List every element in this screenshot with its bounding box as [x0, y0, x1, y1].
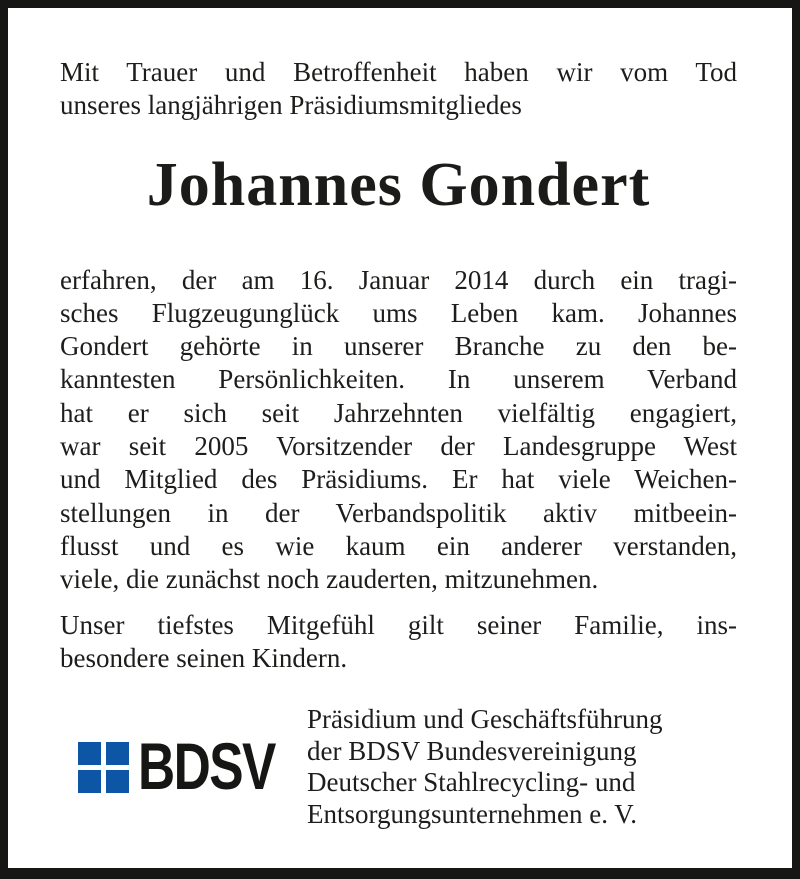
signature-line: der BDSV Bundesvereinigung: [307, 735, 637, 766]
intro-text: [60, 56, 737, 123]
body-line: sches Flugzeugunglück ums Leben kam. Johannes: [60, 297, 737, 328]
intro-line: unseres langjährigen Präsidiumsmitgliedes: [60, 90, 522, 121]
intro-line: Mit Trauer und Betroffenheit haben wir vom Tod: [60, 57, 737, 87]
bdsv-logo: [78, 729, 278, 804]
deceased-name: Johannes Gondert: [146, 150, 651, 219]
signature-text: [307, 704, 662, 830]
body-line: hat er sich seit Jahrzehnten vielfältig engagiert,: [60, 397, 737, 428]
body-line: und Mitglied des Präsidiums. Er hat viele Weichen-: [60, 464, 737, 495]
body-line: Gondert gehörte in unserer Branche zu den be-: [60, 331, 737, 362]
bdsv-wordmark: [138, 729, 278, 804]
logo-square: [78, 770, 101, 793]
logo-square: [106, 770, 129, 793]
body-line: Unser tiefstes Mitgefühl gilt seiner Familie, ins-: [60, 609, 737, 640]
signature-line: Deutscher Stahlrecycling- und: [307, 767, 636, 798]
body-line: viele, die zunächst noch zauderten, mitzunehmen.: [60, 564, 599, 595]
logo-square: [78, 742, 101, 765]
notice-content: [8, 8, 792, 868]
body-line: flusst und es wie kaum ein anderer verstanden,: [60, 530, 737, 561]
body-line: stellungen in der Verbandspolitik aktiv mitbeein-: [60, 497, 737, 528]
body-line: erfahren, der am 16. Januar 2014 durch ein tragi-: [60, 264, 737, 295]
obituary-paragraph-2: [60, 609, 737, 676]
bdsv-wordmark-text: BDSV: [138, 729, 275, 804]
signature-line: Entsorgungsunternehmen e. V.: [307, 798, 637, 829]
body-line: kanntesten Persönlichkeiten. In unserem Verband: [60, 364, 737, 395]
signature-line: Präsidium und Geschäftsführung: [307, 704, 663, 735]
signature-block: [60, 704, 737, 830]
body-line: besondere seinen Kindern.: [60, 642, 348, 673]
body-line: war seit 2005 Vorsitzender der Landesgruppe West: [60, 431, 737, 462]
bdsv-squares-icon: [78, 742, 129, 793]
logo-square: [106, 742, 129, 765]
obituary-paragraph-1: [60, 264, 737, 597]
